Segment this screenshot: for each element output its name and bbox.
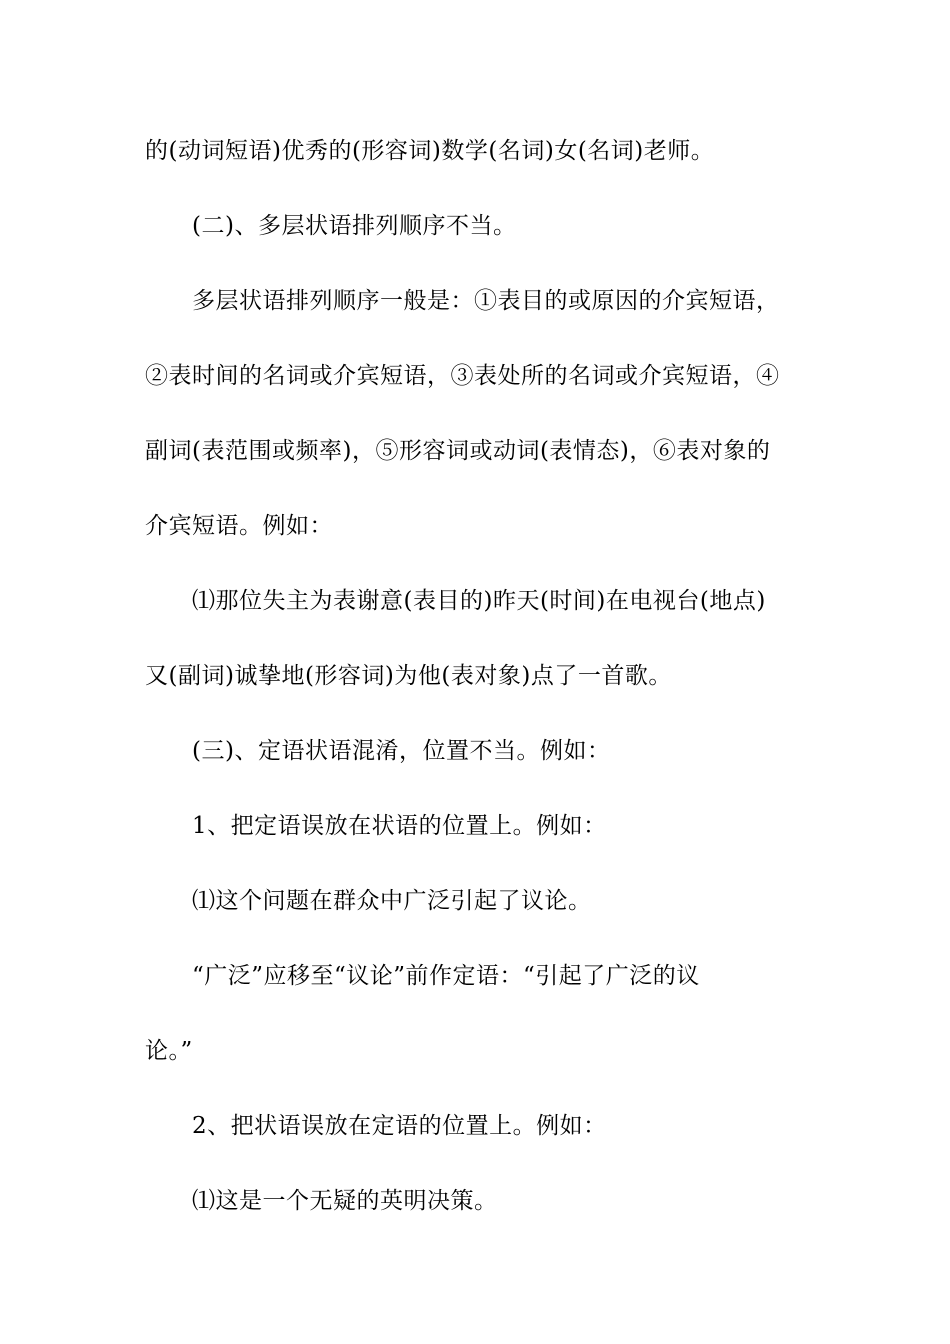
section-heading: (三)、定语状语混淆，位置不当。例如： — [192, 738, 611, 764]
example-line: ⑴这个问题在群众中广泛引起了议论。 — [192, 888, 592, 914]
subsection-heading: 2、把状语误放在定语的位置上。例如： — [192, 1113, 607, 1139]
paragraph-line: 副词(表范围或频率)，⑤形容词或动词(表情态)，⑥表对象的 — [145, 438, 771, 464]
section-heading: (二)、多层状语排列顺序不当。 — [192, 213, 517, 239]
subsection-heading: 1、把定语误放在状语的位置上。例如： — [192, 813, 607, 839]
paragraph-line: 介宾短语。例如： — [145, 513, 333, 539]
paragraph-line: 论。” — [145, 1038, 193, 1064]
example-line: 又(副词)诚挚地(形容词)为他(表对象)点了一首歌。 — [145, 663, 672, 689]
example-line: ⑴这是一个无疑的英明决策。 — [192, 1188, 498, 1214]
text-line: 的(动词短语)优秀的(形容词)数学(名词)女(名词)老师。 — [145, 138, 715, 164]
example-line: ⑴那位失主为表谢意(表目的)昨天(时间)在电视台(地点) — [192, 588, 766, 614]
paragraph-line: “广泛”应移至“议论”前作定语：“引起了广泛的议 — [192, 963, 700, 989]
paragraph-line: 多层状语排列顺序一般是：①表目的或原因的介宾短语， — [192, 288, 780, 314]
paragraph-line: ②表时间的名词或介宾短语，③表处所的名词或介宾短语，④ — [145, 363, 780, 389]
